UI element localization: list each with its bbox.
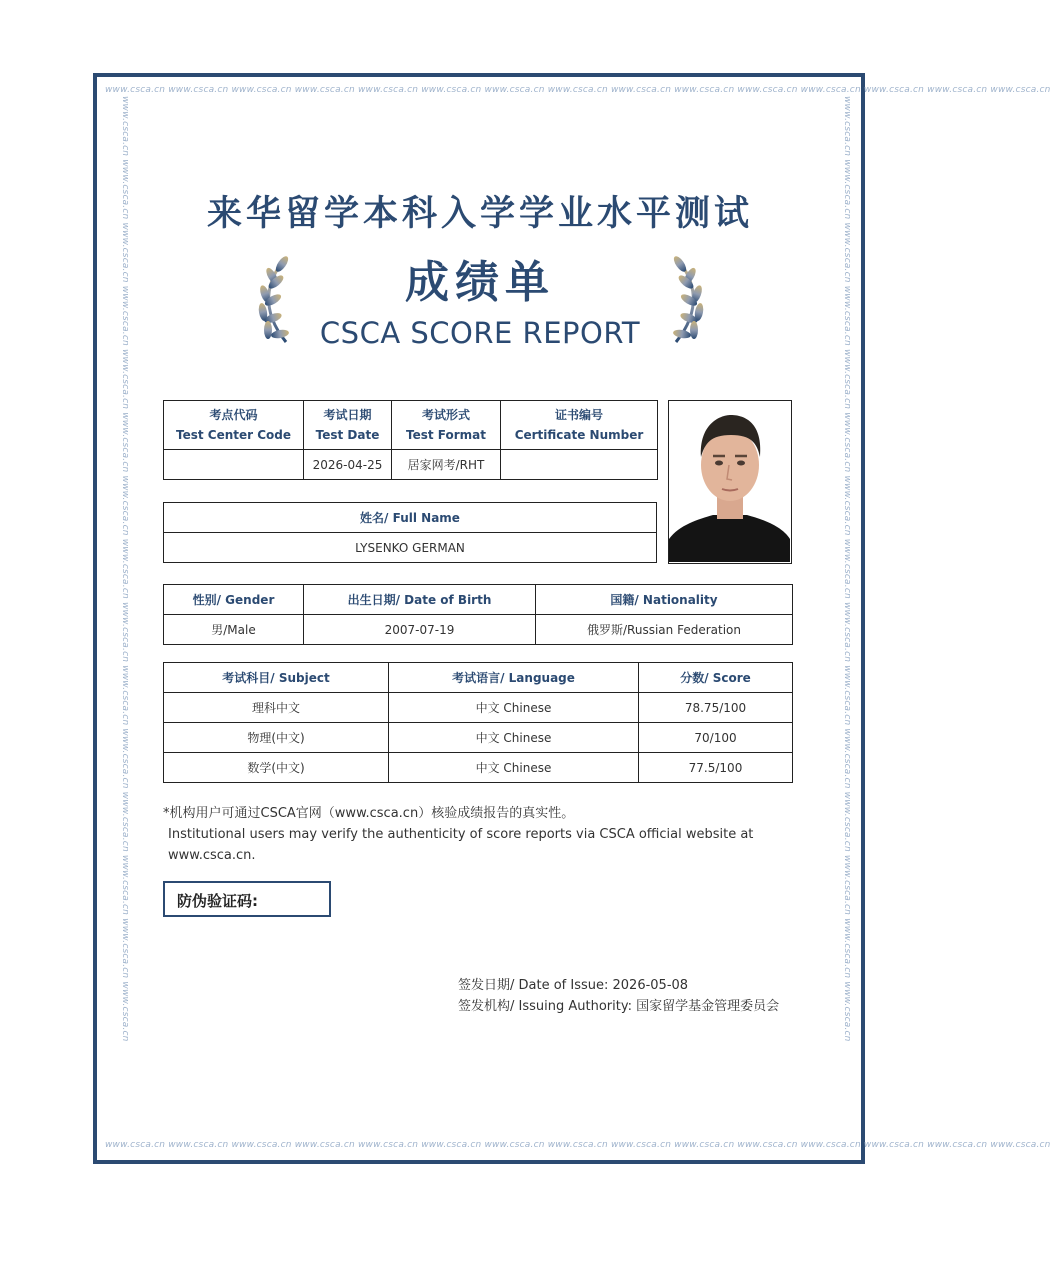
personal-info-table	[163, 584, 793, 645]
anti-counterfeit-code-label: 防伪验证码:	[177, 892, 258, 910]
certificate-number-header	[501, 401, 658, 450]
verification-note-url: www.csca.cn.	[168, 848, 256, 863]
issuing-authority: 签发机构/ Issuing Authority: 国家留学基金管理委员会	[458, 999, 780, 1014]
issue-info	[458, 975, 779, 1017]
full-name-header: 姓名/ Full Name	[164, 503, 657, 533]
test-info-header-row	[164, 401, 658, 450]
score-cell: 77.5/100	[639, 753, 793, 783]
full-name-value: LYSENKO GERMAN	[164, 533, 657, 563]
date-of-birth-value: 2007-07-19	[304, 615, 536, 645]
personal-info-header-row	[164, 585, 793, 615]
date-of-birth-header: 出生日期/ Date of Birth	[304, 585, 536, 615]
verification-note	[163, 803, 763, 866]
header-label-cn: 考点代码	[209, 408, 258, 422]
header-label-cn: 考试形式	[421, 408, 470, 422]
header-label-en: Certificate Number	[514, 428, 644, 442]
full-name-value-row	[164, 533, 657, 563]
score-cell: 70/100	[639, 723, 793, 753]
scores-header-row	[164, 663, 793, 693]
header-label-en: Test Format	[406, 428, 486, 442]
language-cell: 中文 Chinese	[389, 693, 639, 723]
full-name-header-row	[164, 503, 657, 533]
test-date-header	[304, 401, 392, 450]
table-row	[164, 753, 793, 783]
watermark-top: www.csca.cn www.csca.cn www.csca.cn www.csca.cn www.csca.cn www.csca.cn www.csca.cn www.csca.cn www.csca.cn www.csca.cn www.csca.cn www.csca.cn www.csca.cn www.csca.cn www.csca.cn	[105, 85, 1051, 95]
subject-cell: 数学(中文)	[164, 753, 389, 783]
score-cell: 78.75/100	[639, 693, 793, 723]
table-row	[164, 723, 793, 753]
test-center-code-value	[164, 450, 304, 480]
portrait-photo-icon	[669, 401, 790, 562]
language-cell: 中文 Chinese	[389, 753, 639, 783]
test-date-value: 2026-04-25	[304, 450, 392, 480]
subject-cell: 理科中文	[164, 693, 389, 723]
table-row	[164, 693, 793, 723]
personal-info-value-row	[164, 615, 793, 645]
test-center-code-header	[164, 401, 304, 450]
full-name-table	[163, 502, 657, 563]
header-label-en: Test Center Code	[175, 428, 292, 442]
subject-header: 考试科目/ Subject	[164, 663, 389, 693]
language-header: 考试语言/ Language	[389, 663, 639, 693]
portrait-photo	[668, 400, 792, 564]
subject-cell: 物理(中文)	[164, 723, 389, 753]
verification-note-en: Institutional users may verify the authenticity of score reports via CSCA official website at	[168, 827, 754, 842]
watermark-left: www.csca.cn www.csca.cn www.csca.cn www.csca.cn www.csca.cn www.csca.cn www.csca.cn www.csca.cn www.csca.cn www.csca.cn www.csca.cn www.csca.cn www.csca.cn www.csca.cn www.csca.cn	[120, 96, 130, 1042]
watermark-right: www.csca.cn www.csca.cn www.csca.cn www.csca.cn www.csca.cn www.csca.cn www.csca.cn www.csca.cn www.csca.cn www.csca.cn www.csca.cn www.csca.cn www.csca.cn www.csca.cn www.csca.cn	[842, 96, 852, 1042]
score-header: 分数/ Score	[639, 663, 793, 693]
certificate-number-value	[501, 450, 658, 480]
gender-value: 男/Male	[164, 615, 304, 645]
anti-counterfeit-code-box	[163, 881, 331, 917]
nationality-header: 国籍/ Nationality	[536, 585, 793, 615]
watermark-bottom: www.csca.cn www.csca.cn www.csca.cn www.csca.cn www.csca.cn www.csca.cn www.csca.cn www.csca.cn www.csca.cn www.csca.cn www.csca.cn www.csca.cn www.csca.cn www.csca.cn www.csca.cn	[105, 1140, 1051, 1150]
test-info-value-row	[164, 450, 658, 480]
test-format-header	[392, 401, 501, 450]
test-info-table	[163, 400, 658, 480]
header-label-en: Test Date	[315, 428, 380, 442]
nationality-value: 俄罗斯/Russian Federation	[536, 615, 793, 645]
header-label-cn: 考试日期	[323, 408, 372, 422]
scores-table	[163, 662, 793, 783]
report-subtitle-chinese: 成绩单	[405, 257, 555, 308]
header-label-cn: 证书编号	[554, 408, 603, 422]
report-title-english: CSCA SCORE REPORT	[319, 316, 641, 350]
language-cell: 中文 Chinese	[389, 723, 639, 753]
verification-note-cn: *机构用户可通过CSCA官网（www.csca.cn）核验成绩报告的真实性。	[163, 806, 575, 821]
test-format-value: 居家网考/RHT	[392, 450, 501, 480]
report-title-chinese: 来华留学本科入学学业水平测试	[206, 193, 753, 234]
issue-date: 签发日期/ Date of Issue: 2026-05-08	[458, 978, 689, 993]
gender-header: 性别/ Gender	[164, 585, 304, 615]
